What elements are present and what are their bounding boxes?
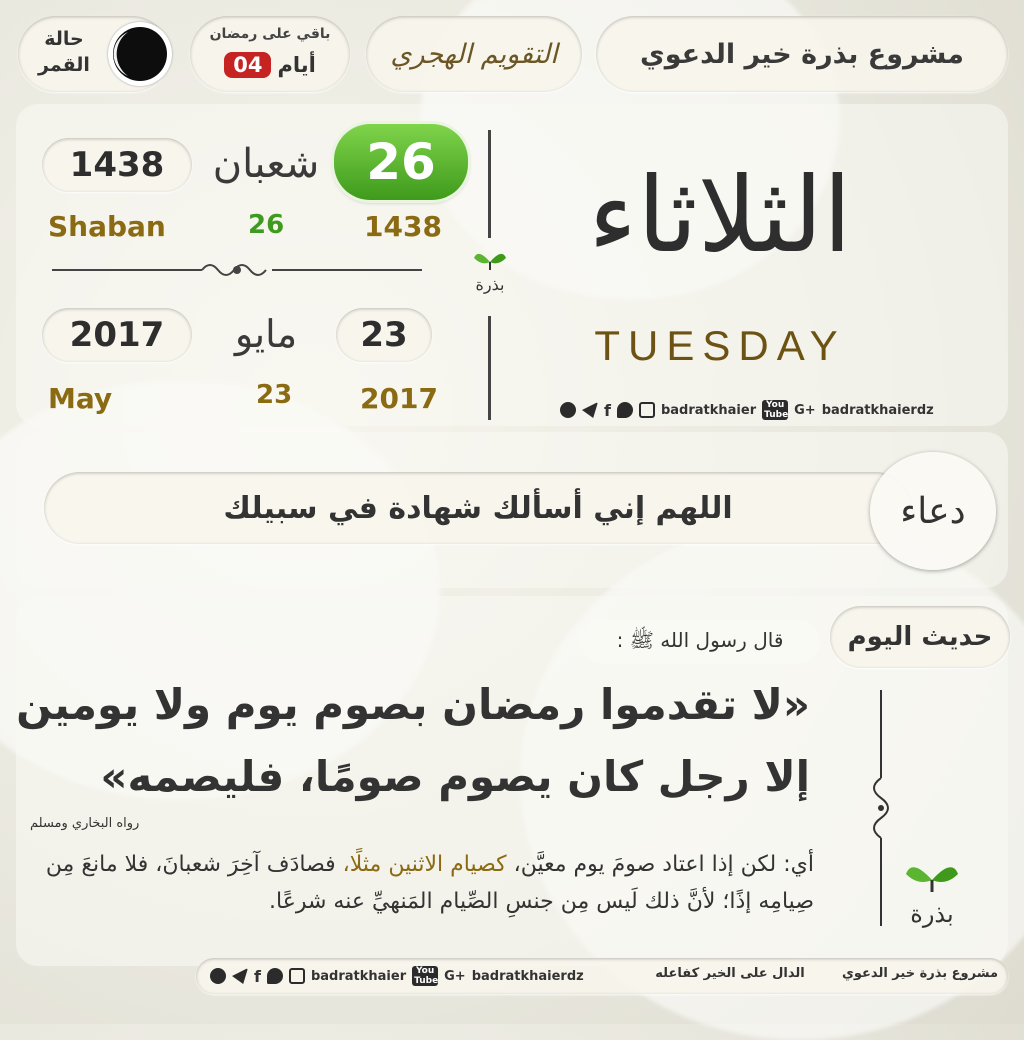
hijri-year: 1438 [69, 145, 165, 185]
dua-label-badge [870, 452, 996, 570]
explanation-highlight: كصيام الاثنين مثلًا، [342, 852, 507, 877]
footer-slogan: الدال على الخير كفاعله [655, 966, 805, 981]
hadith-intro-pill [580, 620, 820, 664]
hijri-year-pill [42, 138, 192, 192]
gregorian-day: 23 [360, 315, 408, 355]
vertical-divider [488, 316, 491, 420]
countdown-days-badge: 04 [224, 52, 271, 78]
instagram-icon[interactable] [639, 402, 655, 418]
social-links-bottom [210, 966, 584, 986]
project-title-pill [596, 16, 1008, 92]
vertical-divider [488, 130, 491, 238]
hijri-day-small: 26 [248, 210, 285, 240]
youtube-icon[interactable]: You Tube [414, 966, 439, 986]
social-handle-1[interactable]: badratkhaier [660, 402, 757, 418]
youtube-icon[interactable]: You Tube [764, 400, 789, 420]
calendar-title: التقويم الهجري [390, 38, 558, 70]
hijri-day-badge: 26 [334, 124, 468, 200]
gregorian-month-en: May [48, 382, 113, 415]
facebook-icon[interactable]: f [604, 400, 611, 420]
hadith-intro: قال رسول الله ﷺ : [616, 627, 784, 652]
snapchat-icon[interactable] [210, 968, 226, 984]
googleplus-icon[interactable]: G+ [444, 968, 466, 984]
svg-text:بذرة: بذرة [475, 275, 505, 294]
seed-logo-icon [900, 850, 964, 950]
countdown-unit: أيام [277, 53, 316, 77]
calendar-title-pill [366, 16, 582, 92]
hadith-section-label: حديث اليوم [847, 622, 993, 652]
project-title: مشروع بذرة خير الدعوي [639, 38, 964, 70]
telegram-icon[interactable] [232, 968, 248, 984]
gregorian-day-pill [336, 308, 432, 362]
hijri-year-small: 1438 [364, 210, 442, 243]
moon-icon [108, 22, 172, 86]
hadith-line-1: «لا تقدموا رمضان بصوم يوم ولا يومين [16, 680, 810, 729]
social-handle-1[interactable]: badratkhaier [310, 968, 407, 984]
social-handle-2[interactable]: badratkhaierdz [471, 968, 584, 984]
hadith-source: رواه البخاري ومسلم [30, 816, 140, 831]
twitter-icon[interactable] [267, 968, 283, 984]
dua-label: دعاء [900, 490, 966, 532]
moon-phase-pill [18, 16, 170, 92]
snapchat-icon[interactable] [560, 402, 576, 418]
weekday-ar: الثلاثاء [588, 154, 852, 276]
explanation-part-2: فصادَف آخِرَ شعبانَ، فلا مانعَ مِن صِيامِه إذًا؛ لأنَّ ذلك لَيس مِن جنسِ الصِّيام المَنهيِّ عنه شرعًا. [45, 852, 814, 914]
ornament-icon [864, 778, 898, 838]
dua-text: اللهم إني أسألك شهادة في سبيلك [223, 490, 733, 526]
explanation-part-1: أي: لكن إذا اعتاد صومَ يوم معيَّن، [506, 852, 814, 877]
gregorian-month-ar: مايو [234, 312, 298, 356]
dua-text-pill [44, 472, 912, 544]
hadith-explanation [30, 846, 814, 920]
moon-label-1: حالة [44, 28, 84, 50]
vertical-ornament [880, 690, 882, 778]
gregorian-year-pill [42, 308, 192, 362]
hadith-section-pill [830, 606, 1010, 668]
telegram-icon[interactable] [582, 402, 598, 418]
hadith-line-2: إلا رجل كان يصوم صومًا، فليصمه» [100, 752, 810, 801]
countdown-label: باقي على رمضان [209, 26, 331, 42]
hijri-month-ar: شعبان [212, 141, 320, 187]
facebook-icon[interactable]: f [254, 966, 261, 986]
seed-logo-icon [470, 240, 510, 312]
gregorian-year-small: 2017 [360, 382, 438, 415]
ramadan-countdown [190, 16, 350, 92]
gregorian-day-small: 23 [256, 380, 293, 410]
svg-text:بذرة: بذرة [910, 900, 954, 928]
vertical-ornament [880, 838, 882, 926]
moon-label-2: القمر [38, 54, 90, 76]
hijri-month-en: Shaban [48, 210, 166, 243]
gregorian-year: 2017 [69, 315, 165, 355]
ornament-divider [52, 258, 422, 282]
twitter-icon[interactable] [617, 402, 633, 418]
googleplus-icon[interactable]: G+ [794, 402, 816, 418]
weekday-en: TUESDAY [594, 322, 846, 369]
footer-project-title: مشروع بذرة خير الدعوي [841, 966, 998, 981]
social-links-top [560, 400, 934, 420]
instagram-icon[interactable] [289, 968, 305, 984]
social-handle-2[interactable]: badratkhaierdz [821, 402, 934, 418]
